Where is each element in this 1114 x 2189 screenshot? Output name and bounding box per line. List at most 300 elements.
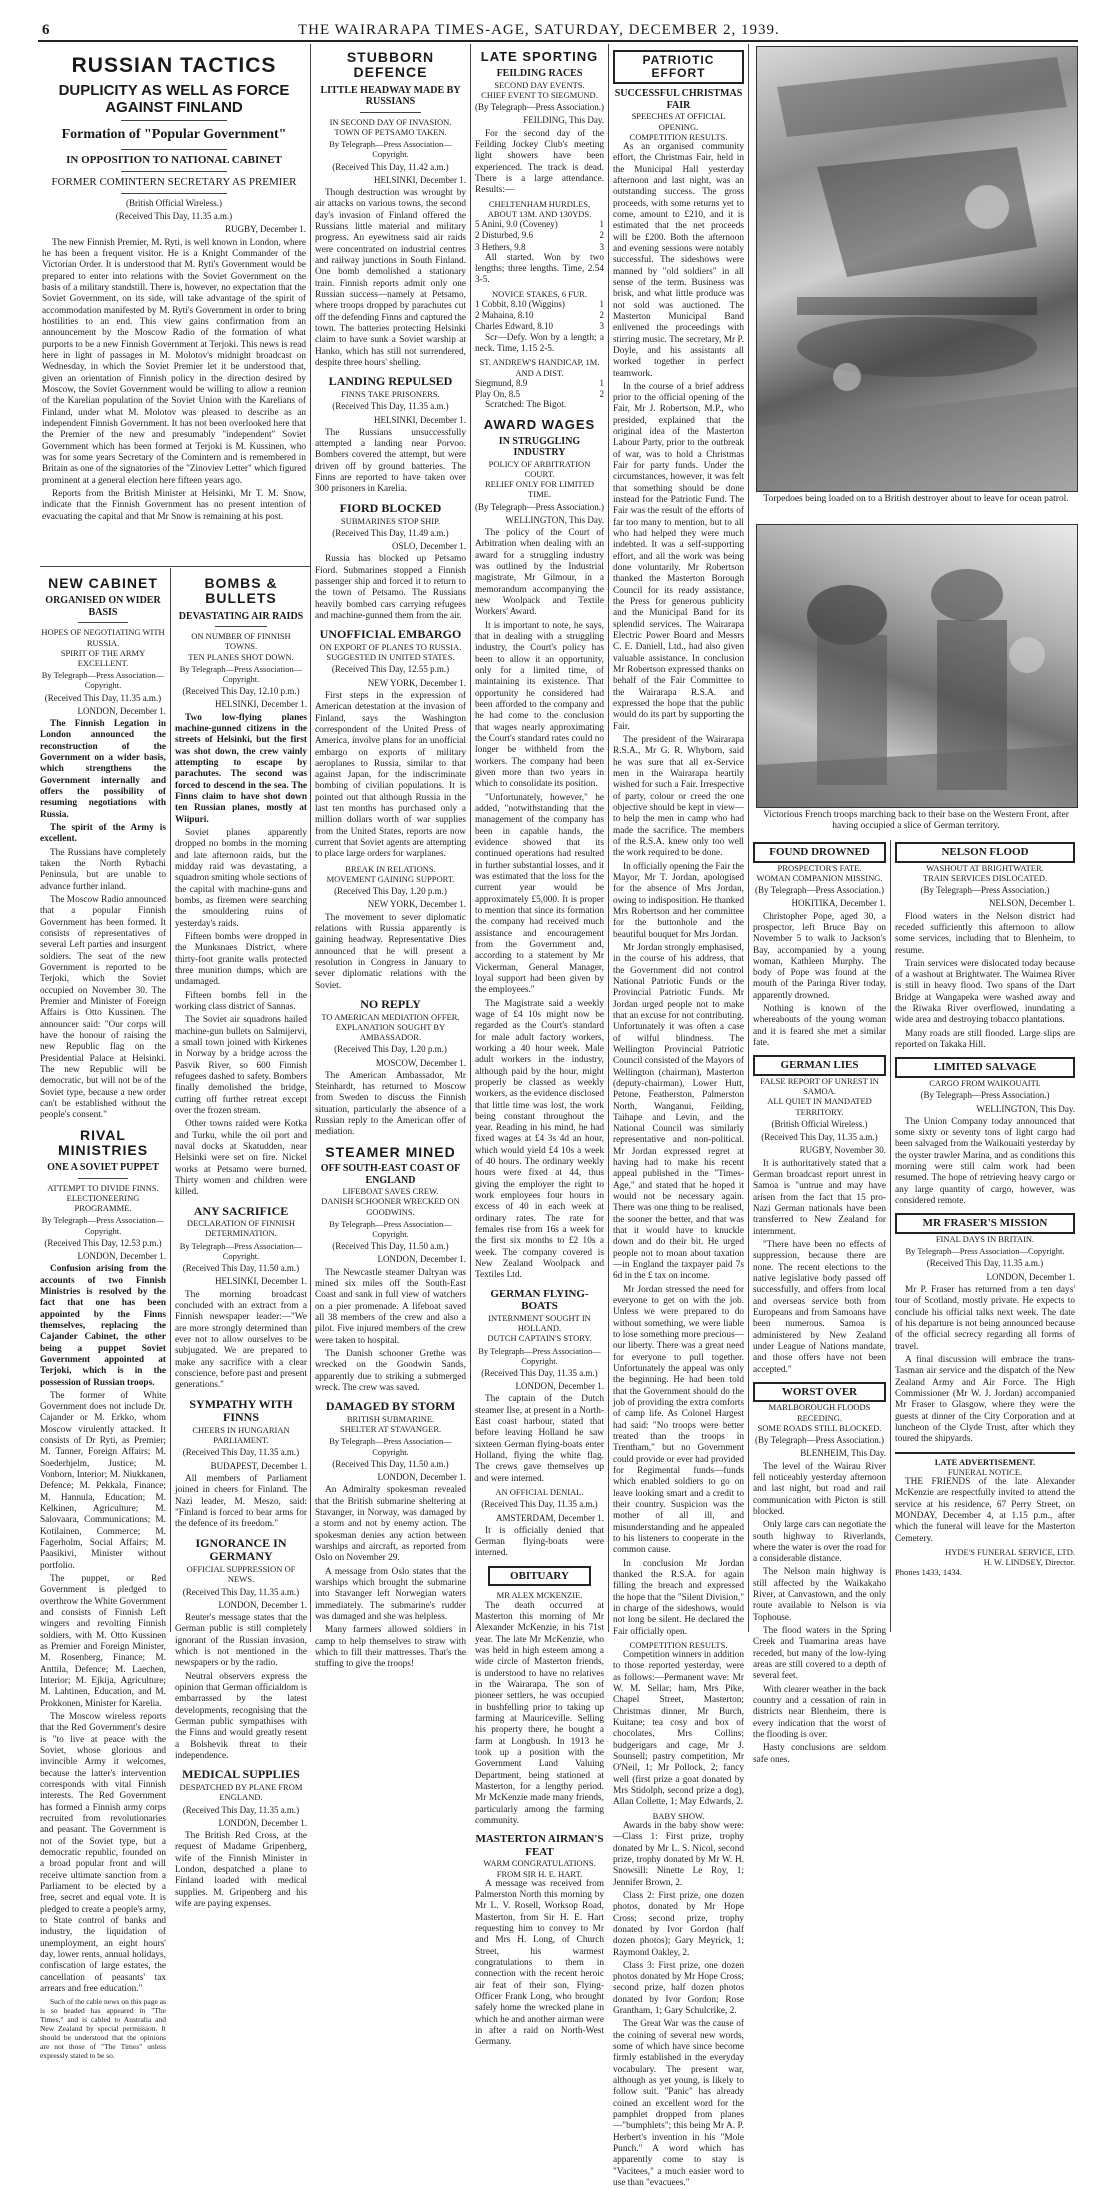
fiord-blocked-article	[315, 502, 466, 622]
received-line: (Received This Day, 11.35 a.m.)	[332, 401, 449, 412]
credit-line: By Telegraph—Press Association—Copyright.	[41, 1215, 165, 1236]
race-title: NOVICE STAKES, 6 FUR.	[492, 288, 587, 299]
subhead: IN STRUGGLING INDUSTRY	[498, 435, 581, 459]
placing: 2	[599, 230, 604, 241]
race-title: ST. ANDREW'S HANDICAP, 1M. AND A DIST.	[479, 357, 600, 378]
medical-supplies-article	[175, 1768, 307, 1910]
column-7	[895, 842, 1075, 1632]
advertisement-headline: LATE ADVERTISEMENT.	[934, 1456, 1036, 1467]
column-rule	[170, 568, 171, 1632]
dateline: MOSCOW, December 1.	[375, 1057, 466, 1068]
cable-note: Such of the cable news on this page as is so headed has appeared in "The Times," and is cabled to Australia and New Zealand by special permission. It should be understood that the opinions are not those of "The Times" unless expressly stated to be so.	[40, 1997, 166, 2061]
rival-ministries-headline: RIVAL MINISTRIES	[57, 1126, 149, 1158]
credit-line: By Telegraph—Press Association—Copyright.	[179, 663, 303, 685]
received-line: (Received This Day, 12.55 p.m.)	[331, 664, 450, 675]
result-row	[475, 310, 604, 321]
subhead: ON EXPORT OF PLANES TO RUSSIA.	[319, 641, 462, 652]
subhead: BRITISH SUBMARINE.	[346, 1414, 435, 1425]
credit-line: By Telegraph—Press Association—Copyright.	[329, 1436, 452, 1457]
page-number: 6	[42, 22, 50, 38]
late-sporting-article	[475, 50, 604, 412]
subhead: TRAIN SERVICES DISLOCATED.	[922, 872, 1048, 883]
paragraph: The puppet, or Red Government is pledged to overthrow the White Government and consists of Finnish Left wingers and revolting Finnish soldiers, with M. Otto Kussinen as Premier and Foreign Minister, M. Rosenberg, Finance; M. Anttila, Defence; M. Laechen, Interior; M. Ejkija, Agriculture; M. Lahtinen, Education, and M. Prokkonen, Minister for Karelia.	[40, 1574, 166, 1709]
masthead-title: THE WAIRARAPA TIMES-AGE, SATURDAY, DECEMBER 2, 1939.	[298, 22, 780, 38]
paragraph: Christopher Pope, aged 30, a prospector, left Bruce Bay on November 5 to walk to Jackson's Bay, accompanied by a young woman, Kathleen Murphy. The body of Pope was found at the mouth of the Paringa River today, apparently drowned.	[753, 911, 886, 1001]
paragraph: Scr—Defy. Won by a length; a neck. Time, 1.15 2-5.	[475, 332, 604, 355]
paragraph: A message from Oslo states that the warships which brought the submarine into Stavanger left Norwegian waters immediately. The submarine's rudder was damaged and she was helpless.	[315, 1566, 466, 1622]
result-row	[475, 242, 604, 253]
dateline: LONDON, December 1.	[515, 1381, 604, 1392]
subhead: FINNS TAKE PRISONERS.	[341, 389, 440, 400]
results-list	[475, 219, 604, 253]
received-line: (Received This Day, 11.35 a.m.)	[182, 1447, 300, 1458]
found-drowned-headline: FOUND DROWNED	[753, 842, 886, 863]
subhead: LITTLE HEADWAY MADE BY RUSSIANS	[320, 84, 461, 108]
received-line: (Received This Day, 11.35 a.m.)	[481, 1367, 598, 1378]
paragraph: The Newcastle steamer Dalryan was mined six miles off the South-East Coast and sank in full view of watchers on a pier promenade. A lifeboat saved all 38 members of the crew and also a pilot. Five injured members of the crew were taken to hospital.	[315, 1267, 466, 1346]
any-sacrifice-headline: ANY SACRIFICE	[193, 1203, 289, 1218]
column-6	[753, 842, 886, 1765]
airman-article	[475, 1833, 604, 2049]
dateline: HOKITIKA, December 1.	[791, 898, 886, 909]
paragraph: It is important to note, he says, that in dealing with a struggling industry, the Court's policy has been to allow it an opportunity, only for a limited time, of maintaining its existence. That opportunity he considered had been afforded to the company and he had come to the conclusion that wages nearly approximating the Court's standard rates could no longer be withheld from the workers. The company had been given more than two years in which to consolidate its position.	[475, 620, 604, 790]
paragraph: All members of Parliament joined in cheers for Finland. The Nazi leader, M. Meszo, said: "Finland is forced to bear arms for the defence of its freedom."	[175, 1473, 307, 1530]
paragraph: Fifteen bombs fell in the working class district of Sannas.	[175, 990, 307, 1012]
subhead: COMPETITION RESULTS.	[629, 1639, 728, 1650]
paragraph: The Soviet air squadrons hailed machine-gun bullets on Salmijervi, a small town joined with Kirkenes in Norway by a bridge across the Pasvik River, so 600 Finnish refugees dashed to safety. Bombers finally demolished the bridge, cutting off further retreat except over the frozen stream.	[175, 1015, 307, 1116]
masthead	[38, 22, 1078, 42]
found-drowned-article	[753, 842, 886, 1049]
advert-phones: Phones 1433, 1434.	[895, 1567, 963, 1578]
horse-name: Siegmund, 8.9	[475, 377, 528, 388]
subhead: WARM CONGRATULATIONS.	[483, 1858, 596, 1869]
paragraph: It is officially denied that German flying-boats were interned.	[475, 1525, 604, 1559]
subhead: ON NUMBER OF FINNISH TOWNS.	[191, 631, 291, 652]
subhead: TEN PLANES SHOT DOWN.	[188, 651, 294, 662]
damaged-headline: DAMAGED BY STORM	[325, 1399, 456, 1414]
dateline: HELSINKI, December 1.	[215, 1276, 307, 1287]
section-rule	[40, 566, 310, 567]
credit-line: (By Telegraph—Press Association.)	[755, 1435, 884, 1446]
received-line: (Received This Day, 11.50 a.m.)	[182, 1263, 300, 1274]
paragraph: With clearer weather in the back country and a cessation of rain in districts near Blenheim, there is every indication that the worst of the flooding is over.	[753, 1684, 886, 1741]
received-line: (Received This Day, 11.35 a.m.)	[182, 1586, 300, 1597]
subhead: ONE A SOVIET PUPPET	[47, 1162, 159, 1174]
limited-salvage-article	[895, 1057, 1075, 1207]
subhead: MARLBOROUGH FLOODS RECEDING.	[768, 1402, 871, 1423]
subhead: CARGO FROM WAIKOUAITI.	[929, 1078, 1041, 1089]
subhead: PROSPECTOR'S FATE.	[777, 862, 862, 873]
column-rule	[470, 44, 471, 1632]
subhead: SPIRIT OF THE ARMY EXCELLENT.	[60, 647, 146, 668]
subhead: FALSE REPORT OF UNREST IN SAMOA.	[760, 1076, 879, 1097]
subhead: SUGGESTED IN UNITED STATES.	[326, 652, 455, 663]
paragraph: Class 2: First prize, one dozen photos, donated by Mr Hope Cross; second prize, trophy donated by Ivor Gordon (half dozen photos); Gary Meyrick, 1; Raymond Oakley, 2.	[613, 1890, 744, 1958]
column-rule	[890, 840, 891, 1632]
subhead: SUCCESSFUL CHRISTMAS FAIR	[614, 88, 743, 111]
subhead: WOMAN COMPANION MISSING.	[756, 872, 883, 883]
subhead: BABY SHOW.	[652, 1810, 705, 1821]
dateline: FEILDING, This Day.	[523, 115, 604, 126]
photo-french-troops	[756, 524, 1078, 808]
placing: 2	[599, 388, 604, 399]
credit-line: (By Telegraph—Press Association.)	[475, 501, 604, 512]
paragraph: Class 3: First prize, one dozen photos donated by Mr Hope Cross; second prize, half dozen photos donated by Ivor Gordon; Rose Grantham, 1; Gary Schulcrike, 2.	[613, 1960, 744, 2017]
paragraph: Many roads are still flooded. Large slips are reported on Takaka Hill.	[895, 1028, 1075, 1051]
subhead: RELIEF ONLY FOR LIMITED TIME.	[484, 479, 595, 500]
landing-repulsed-headline: LANDING REPULSED	[328, 374, 453, 389]
subhead: FEILDING RACES	[496, 68, 583, 80]
paragraph: Mr Jordan strongly emphasised, in the course of his address, that the Government did not control National Patriotic Funds or the Provincial Patriotic Funds. Mr Jordan urged people not to make that an excuse for not contributing. Unfortunately it was often a case of wilful blindness. The Wellington Provincial Patriotic Council consisted of the Mayors of Wellington (chairman), Masterton (deputy-chairman), Lower Hutt, Petone, Featherston, Palmerston North, Wanganui, Feilding, Taihape and Levin, and the National Council was similarly representative and non-political. Mr Jordan expressed regret at having had to make his recent appeal published in the "Times-Age," and stated that he hoped it would not be necessary again. There was one thing to be realised, the sooner the better, and that was that it would have to knuckle down and do their bit. He urged people not to moan about taxation—in England the taxpayer paid 7s 6d in the £ tax on income.	[613, 942, 744, 1282]
received-line: (Received This Day, 11.35 a.m.)	[926, 1258, 1044, 1269]
paragraph: The British Red Cross, at the request of Madame Gripenberg, wife of the Finnish Minister in London, despatched a plane to Finland loaded with medical supplies. M. Gripenberg and his wife are paying expenses.	[175, 1831, 307, 1909]
subhead: ATTEMPT TO DIVIDE FINNS.	[47, 1182, 159, 1193]
subhead: DECLARATION OF FINNISH DETERMINATION.	[186, 1218, 296, 1239]
subhead: SOME ROADS STILL BLOCKED.	[757, 1422, 882, 1433]
comintern-subhead: FORMER COMINTERN SECRETARY AS PREMIER	[51, 175, 297, 188]
received-line: (Received This Day, 11.35 a.m.)	[761, 1132, 878, 1143]
horse-name: 2 Disturbed, 9.6	[475, 230, 533, 241]
dateline: LONDON, December 1.	[218, 1817, 307, 1828]
paragraph: The flood waters in the Spring Creek and Tuamarina areas have receded, but many of the low-lying areas are still covered to a depth of several feet.	[753, 1626, 886, 1682]
received-line: (Received This Day, 11.35 a.m.)	[481, 1499, 598, 1510]
paragraph: All started. Won by two lengths; three lengths. Time, 2.54 3-5.	[475, 252, 604, 286]
paragraph: The death occurred at Masterton this morning of Mr Alexander McKenzie, in his 71st year. The late Mr McKenzie, who was held in high esteem among a wide circle of Masterton friends, is understood to have no relatives in the Wairarapa. The son of pioneer settlers, he was occupied in bushfelling prior to taking up farming at Mauriceville. Selling his property there, he bought a farm at Longbush. In 1913 he took up a position with the Government Land Valuing Department, being stationed at Masterton, for a lengthy period. Mr McKenzie made many friends, particularly among the farming community.	[475, 1600, 604, 1826]
steamer-mined-headline: STEAMER MINED	[325, 1143, 456, 1160]
horse-name: 3 Hethers, 9.8	[475, 241, 526, 252]
subhead: DANISH SCHOONER WRECKED ON GOODWINS.	[321, 1196, 460, 1217]
paragraph: Fifteen bombs were dropped in the Munksnaes District, where thirty-foot granite walls protected three munition dumps, which are undamaged.	[175, 931, 307, 988]
column-rule	[310, 44, 311, 1632]
steamer-mined-article	[315, 1145, 466, 1394]
airman-headline: MASTERTON AIRMAN'S FEAT	[475, 1833, 604, 1858]
dateline: NEW YORK, December 1.	[367, 899, 466, 910]
column-1	[40, 572, 166, 2061]
subhead: IN SECOND DAY OF INVASION.	[329, 116, 452, 127]
dateline: RUGBY, November 30.	[799, 1145, 886, 1156]
bombs-bullets-article	[175, 576, 307, 1199]
received-line: (Received This Day, 11.35 a.m.)	[44, 692, 162, 703]
paragraph: Neutral observers express the opinion that German officialdom is embarrassed by the latest developments, recognising that the German public sympathises with the Finns and would greatly resent a Bolshevik threat to their independence.	[175, 1671, 307, 1762]
award-wages-article	[475, 418, 604, 1282]
column-5	[613, 48, 744, 2189]
subhead: INTERNMENT SOUGHT IN HOLLAND.	[488, 1313, 591, 1334]
dateline: RUGBY, December 1.	[225, 224, 306, 235]
photo-illustration	[757, 47, 1077, 491]
received-line: (Received This Day, 11.50 a.m.)	[332, 1241, 449, 1252]
paragraph: Nothing is known of the whereabouts of the young woman and it is feared she met a similar fate.	[753, 1004, 886, 1049]
award-wages-headline: AWARD WAGES	[483, 416, 596, 432]
obituary-headline: OBITUARY	[488, 1566, 590, 1587]
received-line: (Received This Day, 1.20 p.m.)	[334, 1044, 447, 1055]
paragraph: The Magistrate said a weekly wage of £4 10s might now be regarded as the Court's standard for male adult factory workers, working a 40 hour week. Male adult workers in the industry, although paid by the hour, might properly be classed as weekly workers, as the evidence disclosed that little time was lost, the work being constant throughout the year. Reading in his mind, he had fixed wages at £4 3s 4d an hour, which would yield £4 10s a week of 40 hours. The ordinary weekly hours were fixed at 44, thus giving the employer the right to work employees four hours in excess of 40 in each week at ordinary rates. The rate for females rise from 16s a week for the first six months to £2 10s a week. The company covered is New Zealand Woolpack and Textiles Ltd.	[475, 998, 604, 1281]
subhead: CHIEF EVENT TO SIEGMUND.	[481, 89, 598, 100]
subhead: OFFICIAL SUPPRESSION OF NEWS.	[186, 1564, 296, 1585]
paragraph: Train services were dislocated today because of a washout at Brightwater. The Waimea River is still in heavy flood. Two spans of the Dart Bridge at Wangapeka were washed away and the Riwaka River overflowed, inundating a wide area and destroying tobacco plantations.	[895, 958, 1075, 1026]
photo-french-troops-caption: Victorious French troops marching back to their base on the Western Front, after having occupied a slice of German territory.	[763, 810, 1069, 832]
german-flying-boats-article	[475, 1288, 604, 1560]
paragraph: Competition winners in addition to those reported yesterday, were as follows:—Permanent wave: Mr W. M. Sellar; ham, Mrs Pike, Chapel Street, Masterton; Christmas dinner, Mr Burch, Kuitane; tea cosy and box of chocolates, Mrs Collins; budgerigars and cage, Mr J. Sounsell; pastry competition, Mr O'Neil, 1; Mr Pollock, 2; fancy well (first prize a goat donated by Mrs Stidolph, second prize a dog), Allan Collette, 1; May Edwards, 2.	[613, 1650, 744, 1808]
limited-salvage-headline: LIMITED SALVAGE	[895, 1057, 1075, 1078]
no-reply-headline: NO REPLY	[360, 996, 421, 1011]
race-title: CHELTENHAM HURDLES, ABOUT 13M. AND 130YDS.	[487, 198, 592, 219]
paragraph: Soviet planes apparently dropped no bombs in the morning and late afternoon raids, but the midday raid was devastating, a squadron smiting whole sections of the capital with machine-guns and bombs, as firemen were searching the smouldering ruins of yesterday's raids.	[175, 828, 307, 929]
sympathy-headline: SYMPATHY WITH FINNS	[189, 1396, 293, 1425]
landing-repulsed-article	[315, 375, 466, 495]
dateline: LONDON, December 1.	[377, 1472, 466, 1483]
horse-name: 1 Cobbit, 8.10 (Wiggins)	[475, 298, 565, 309]
credit-line: By Telegraph—Press Association—Copyright.	[478, 1345, 601, 1366]
photo-illustration	[757, 525, 1077, 807]
paragraph: In the course of a brief address prior to the official opening of the Fair, Mr J. Robertson, M.P., who presided, explained that the original idea of the Masterton Labour Party, prior to the outbreak of war, was to hold a Christmas Fair for party funds. Under the circumstances, however, it was felt that something should be done instead for the Patriotic Fund. The Fair was the result of the efforts of far too many to mention, but to all who had helped they were much indebted. It was a self-supporting effort, and all the work was being done voluntarily. Mr Robertson thanked the Masterton Borough Council for its ready assistance, the Press for generous publicity and the Municipal Band for its splendid services. The Wairarapa Electric Power Board and Messrs C. E. Daniell, Ltd., had also given valuable assistance. In conclusion Mr Robertson expressed thanks on behalf of the Fair Committee to the Wairarapa R.S.A. and expressed the hope that the public would do its part by supporting the Fair.	[613, 381, 744, 732]
dateline: HELSINKI, December 1.	[215, 699, 307, 710]
fraser-mission-headline: MR FRASER'S MISSION	[895, 1213, 1075, 1234]
placing: 1	[599, 219, 604, 230]
dateline: BUDAPEST, December 1.	[210, 1460, 307, 1471]
placing: 2	[599, 310, 604, 321]
bombs-bullets-headline: BOMBS & BULLETS	[204, 575, 278, 607]
nelson-flood-article	[895, 842, 1075, 1051]
placing: 3	[599, 321, 604, 332]
paragraph: The policy of the Court of Arbitration when dealing with an award for a struggling industry was outlined by the Industrial magistrate, Mr Gilmour, in a memorandum accompanying the new Woolpack and Textile Workers' Award.	[475, 528, 604, 618]
horse-name: Play On, 8.5	[475, 388, 520, 399]
dateline: NELSON, December 1.	[989, 898, 1075, 909]
dateline: NEW YORK, December 1.	[367, 677, 466, 688]
credit-line: (British Official Wireless.)	[125, 197, 223, 208]
medical-supplies-headline: MEDICAL SUPPLIES	[182, 1767, 300, 1782]
subhead: WASHOUT AT BRIGHTWATER.	[926, 862, 1044, 873]
paragraph: Two low-flying planes machine-gunned citizens in the streets of Helsinki, but the first was shot down, the crew vainly attempting to escape by parachutes. The second was forced to descend in the sea. The Finns claim to have shot down ten Russian planes, mostly at Wiipuri.	[175, 712, 307, 825]
column-4	[475, 48, 604, 2048]
received-line: (Received This Day, 11.35 a.m.)	[182, 1804, 300, 1815]
subhead: SECOND DAY EVENTS.	[494, 79, 585, 90]
stubborn-defence-headline: STUBBORN DEFENCE	[346, 49, 435, 81]
paragraph: Scratched: The Bigot.	[485, 400, 567, 411]
paragraph: Other towns raided were Kotka and Turku, while the oil port and naval docks at Skatudden, near Helsinki were set on fire. Nickel works at Petsamo were burned. Thirty women and children were killed.	[175, 1119, 307, 1198]
dateline: LONDON, December 1.	[986, 1271, 1075, 1282]
credit-line: By Telegraph—Press Association—Copyright.	[905, 1246, 1065, 1257]
paragraph: Flood waters in the Nelson district had receded sufficiently this afternoon to allow some services, including that to Blenheim, to resume.	[895, 911, 1075, 956]
patriotic-effort-headline: PATRIOTIC EFFORT	[613, 50, 744, 84]
subhead: TOWN OF PETSAMO TAKEN.	[334, 126, 447, 137]
credit-line: (By Telegraph—Press Association.)	[755, 885, 884, 896]
paragraph: The president of the Wairarapa R.S.A., Mr G. R. Whyborn, said he was sure that all ex-Service men in the Wairarapa heartily wished for such a Fair. Irrespective of party, colour or creed the one objective should be kept in view—to help the men in camp who had made the sacrifice. The members of the R.S.A. knew only too well the work required to be done.	[613, 735, 744, 859]
dateline: LONDON, December 1.	[77, 705, 166, 716]
subhead: MOVEMENT GAINING SUPPORT.	[326, 873, 455, 884]
ignorance-headline: IGNORANCE IN GERMANY	[195, 1535, 287, 1564]
german-lies-article	[753, 1055, 886, 1375]
dateline: WELLINGTON, This Day.	[505, 514, 604, 525]
results-list	[475, 378, 604, 401]
subhead: AN OFFICIAL DENIAL.	[495, 1487, 584, 1498]
paragraph: The level of the Wairau River fell noticeably yesterday afternoon and last night, but road and rail communication with Picton is still blocked.	[753, 1461, 886, 1517]
paragraph: It is authoritatively stated that a German broadcast report unrest in Samoa is "untrue and may have arisen from the fact that 15 pro-Nazi German nationals have been transferred to New Zealand for internment.	[753, 1158, 886, 1237]
stubborn-defence-article	[315, 50, 466, 369]
russian-tactics-subhead: DUPLICITY AS WELL AS FORCE AGAINST FINLAND	[58, 82, 290, 116]
paragraph: Confusion arising from the accounts of two Finnish Ministries is resolved by the fact that one has been appointed by the Finns themselves, replacing the Cajander Cabinet, the other being a puppet Soviet Government appointed at Terjoki, which is in the possession of Russian troops.	[40, 1264, 166, 1388]
column-2	[175, 572, 307, 1909]
column-rule	[608, 44, 609, 1632]
subhead: LIFEBOAT SAVES CREW.	[342, 1186, 439, 1197]
dateline: LONDON, December 1.	[377, 1254, 466, 1265]
subhead: CHEERS IN HUNGARIAN PARLIAMENT.	[192, 1425, 290, 1446]
received-line: (Received This Day, 11.35 a.m.)	[115, 211, 233, 222]
paragraph: Reuter's message states that the German public is still completely ignorant of the Russian invasion, which is not mentioned in the newspapers or by the radio.	[175, 1613, 307, 1669]
embargo-headline: UNOFFICIAL EMBARGO	[319, 627, 462, 642]
paragraph: The spirit of the Army is excellent.	[40, 822, 166, 845]
dateline: HELSINKI, December 1.	[374, 174, 466, 185]
photo-torpedoes	[756, 46, 1078, 492]
sympathy-article	[175, 1398, 307, 1531]
credit-line: (By Telegraph—Press Association.)	[920, 885, 1050, 896]
credit-line: By Telegraph—Press Association—Copyright.	[179, 1240, 303, 1261]
subhead: COMPETITION RESULTS.	[629, 131, 728, 142]
russian-tactics-article	[42, 48, 306, 564]
paragraph: The former of White Government does not include Dr. Cajander or M. Erkko, whom Moscow virulently attacked. It consists of Dr Ryti, as Premier; M. Tanner, Foreign Affairs; M. Soederhjelm, Justice; M. Vonborn, Interior; M. Niukkanen, Defence; M. Pekkala, Finance; M. Hannula, Education; M. Kelkinen, Agriculture; M. Salovaara, Communications; M. Kotilainen, Commerce; M. Fagerholm, Social Affairs; M. Paasikivi, Minister without portfolio.	[40, 1390, 166, 1571]
result-row	[475, 219, 604, 230]
subhead: HOPES OF NEGOTIATING WITH RUSSIA.	[41, 627, 165, 648]
fiord-blocked-headline: FIORD BLOCKED	[339, 500, 442, 515]
paragraph: The Moscow Radio announced that a popular Finnish Government has been formed. It consists of representatives of several Left parties and insurgent soldiers. The seat of the new Government is reported to be Terjoki, which the Soviet occupied on November 30. The Premier and Minister of Foreign Affairs is Otto Kussinen. The announcer said: "Our corps will have the honour of raising the new Republic flag on the Presidential Palace at Helsinki. The new Republic will be democratic, but will not be of the Soviet type, because a new order can't be established without the people's consent."	[40, 894, 166, 1121]
credit-line: By Telegraph—Press Association—Copyright.	[329, 139, 452, 160]
advert-signature: HYDE'S FUNERAL SERVICE, LTD.	[945, 1546, 1075, 1557]
late-advertisement	[895, 1452, 1075, 1578]
flying-boats-headline: GERMAN FLYING-BOATS	[490, 1287, 589, 1313]
ignorance-article	[175, 1537, 307, 1763]
received-line: (Received This Day, 1.20 p.m.)	[334, 886, 447, 897]
dateline: BLENHEIM, This Day.	[800, 1448, 886, 1459]
paragraph: A final discussion will embrace the trans-Tasman air service and the dispatch of the New Zealand Army and Air Force. The High Commissioner (Mr W. J. Jordan) accompanied Mr Fraser to Glasgow, where they were the guests at dinner of the City Corporation and at luncheon of the Clyde Trust, after which they toured the shipyards.	[895, 1354, 1075, 1445]
paragraph: Awards in the baby show were:—Class 1: First prize, trophy donated by Mr L. S. Nicol, second prize, trophy donated by Mr W. H. Snowsill: Ninette Le Roy, 1; Jennifer Brown, 2.	[613, 1820, 744, 1888]
paragraph: An Admiralty spokesman revealed that the British submarine sheltering at Stavanger, in Norway, was damaged by a storm and not by enemy action. The spokesman denies any action between warships and aircraft, as reported from Oslo on November 29.	[315, 1485, 466, 1564]
dateline: LONDON, December 1.	[77, 1250, 166, 1261]
results-list	[475, 299, 604, 333]
subhead: SHELTER AT STAVANGER.	[339, 1424, 442, 1435]
paragraph: The Finnish Legation in London announced the reconstruction of the Government on a wider basis, which strengthens the Government internally and offers the possibility of resuming negotiations with Russia.	[40, 719, 166, 820]
dateline: AMSTERDAM, December 1.	[496, 1512, 604, 1523]
rival-ministries-article	[40, 1128, 166, 2061]
received-line: (Received This Day, 11.49 a.m.)	[332, 527, 449, 538]
patriotic-effort-article	[613, 50, 744, 2189]
received-line: (Received This Day, 11.50 a.m.)	[332, 1458, 449, 1469]
column-3	[315, 48, 466, 1670]
received-line: (Received This Day, 12.53 p.m.)	[44, 1237, 162, 1248]
paragraph: In conclusion Mr Jordan thanked the R.S.A. for again filling the breach and expressed the hope that the "Silent Division," in charge of the sideshows, would not long be silent. He declared the Fair officially open.	[613, 1558, 744, 1637]
column-rule	[748, 44, 749, 1632]
national-cabinet-subhead: IN OPPOSITION TO NATIONAL CABINET	[66, 154, 282, 167]
horse-name: 5 Anini, 9.0 (Coveney)	[475, 219, 558, 230]
paragraph: The movement to sever diplomatic relations with Russia apparently is gaining headway. Representative Dies announced that he will present a resolution in Congress in January to sever diplomatic relations with the Soviet.	[315, 912, 466, 991]
new-cabinet-article	[40, 576, 166, 1122]
paragraph: First steps in the expression of American detestation at the invasion of Finland, says the Washington correspondent of the United Press of America, involve plans for an unofficial embargo on exports of military aeroplanes to Russia, similar to that against Japan, for the indiscriminate bombing of civilian populations. It is pointed out that although Russia in the last ten months has purchased only a million dollars worth of war supplies from the United States, reports are now current that Soviet agents are attempting to place large orders for warplanes.	[315, 690, 466, 860]
photo-torpedoes-caption: Torpedoes being loaded on to a British destroyer about to leave for ocean patrol.	[763, 494, 1069, 504]
paragraph: Mr Jordan stressed the need for everyone to get on with the job. Unless we were prepared to do without something, we were liable to lose something more precious—our liberty. There was a great need for everyone to pull together. Unfortunately the appeal was only the beginning. He had been told that the Government should do the job of providing the extra comforts of camp life. As Colonel Hargest had said: "No troops were better treated than the troops in Trentham," but no Government could provide or ever had provided for Regimental funds—funds which enabled soldiers to go on leave looking smart and a credit to their country. Suspicion was the mother of all ill, and misunderstanding and he appealed to his listeners to cooperate in the common cause.	[613, 1284, 744, 1556]
placing: 1	[599, 377, 604, 388]
subhead: DESPATCHED BY PLANE FROM ENGLAND.	[179, 1782, 303, 1803]
nelson-flood-headline: NELSON FLOOD	[895, 842, 1075, 863]
paragraph: THE FRIENDS of the late Alexander McKenzie are respectfully invited to attend the service at his residence, 67 Perry Street, on MONDAY, December 4, at 1.15 p.m., after which the funeral will leave for the Masterton Cemetery.	[895, 1476, 1075, 1544]
subhead: POLICY OF ARBITRATION COURT.	[488, 458, 591, 480]
paragraph: Though destruction was wrought by air attacks on various towns, the second day's invasion of Finland offered the Russians little material and military progress. An eyewitness said air raids were concentrated on industrial centres and railway junctions in South Finland. One bomb demolished a stationary train. Finnish reports admit only one Russian success—namely at Petsamo, where troops dropped by parachutes cut off the defending Finns and captured the town. The batteries protecting Helsinki claim to have sunk a Soviet warship at Hanko, which has still not surrendered, despite three hours' shelling.	[315, 188, 466, 368]
paragraph: Mr P. Fraser has returned from a ten days' tour of Scotland, mostly private. He expects to conclude his official talks next week. The date of his departure is not being announced because of the official secrecy regarding all forms of travel.	[895, 1284, 1075, 1352]
paragraph: The morning broadcast concluded with an extract from a Finnish newspaper leader:—"We are more strongly determined than ever not to allow ourselves to be subjugated. We are prepared to make any sacrifice with a clear conscience, before past and present generations."	[175, 1289, 307, 1391]
subhead: BREAK IN RELATIONS.	[345, 863, 436, 874]
horse-name: Charles Edward, 8.10	[475, 321, 553, 332]
credit-line: By Telegraph—Press Association—Copyright.	[329, 1218, 452, 1239]
dateline: OSLO, December 1.	[392, 540, 466, 551]
result-row	[475, 299, 604, 310]
subhead: SUBMARINES STOP SHIP.	[341, 515, 440, 526]
subhead: DUTCH CAPTAIN'S STORY.	[487, 1333, 592, 1344]
subhead: FINAL DAYS IN BRITAIN.	[935, 1234, 1035, 1245]
paragraph: The Danish schooner Grethe was wrecked on the Goodwin Sands, apparently due to striking a submerged wreck. The crew was saved.	[315, 1348, 466, 1393]
credit-line: (By Telegraph—Press Association.)	[475, 102, 604, 113]
advert-signature: H. W. LINDSEY, Director.	[983, 1557, 1075, 1568]
dateline: WELLINGTON, This Day.	[976, 1103, 1075, 1114]
paragraph: In officially opening the Fair the Mayor, Mr T. Jordan, apologised for the absence of Mrs Jordan, owing to indisposition. He thanked Mrs Robertson and her committee for the buttonhole and the beautiful bouquet for Mrs Jordan.	[613, 861, 744, 940]
subhead: TO AMERICAN MEDIATION OFFER.	[321, 1011, 460, 1022]
paragraph: The captain of the Dutch steamer Ilse, at present in a North-East coast harbour, stated that before leaving Holland he saw sixteen German flying-boats enter Holland, flying the white flag. The crews gave themselves up and were interned.	[475, 1394, 604, 1484]
credit-line: (By Telegraph—Press Association.)	[920, 1090, 1050, 1101]
paragraph: The new Finnish Premier, M. Ryti, is well known in London, where he has been a frequent visitor. He is a Knight Commander of the Victorian Order. It is understood that M. Ryti's Government would be prepared to enter into relations with the Soviet Government on the basis of a military standstill. There is, however, no expectation that the Soviet Government, on its side, will take advantage of the spirit of accommodation manifested by M. Ryti's Government in order to bring hostilities to an end. This view gains confirmation from an announcement by the Moscow Radio of the formation of what purports to be a new Finnish Government at Terjoki. This news is read here in light of passages in M. Molotov's midnight broadcast on Wednesday, in which the Soviet Premier let it be understood that, given an orientation of Finnish policy in the direction desired by Moscow, the Soviet Government would be willing to allow a reunion of the Karelian population of the Soviet Union with the Karelians of Finland, under what M. Molotov was pleased to describe as an independent Finnish Government. It has not been overlooked here that the Premier of the new and presumably "independent" Soviet Government which has been formed at Terjoki is M. Kussinen, who was for some years Secretary of the Comintern and is remembered in Britain as one of the signatories of the "Zinoviev Letter" which figured prominent at a general election here fifteen years ago.	[42, 237, 306, 486]
damaged-by-storm-article	[315, 1400, 466, 1670]
paragraph: Many farmers allowed soldiers in camp to help themselves to straw with which to fill their mattresses. That's the stuffing to give the troops!	[315, 1625, 466, 1670]
subhead: MR ALEX MCKENZIE.	[496, 1590, 583, 1601]
late-sporting-headline: LATE SPORTING	[480, 49, 599, 64]
paragraph: For the second day of the Feilding Jockey Club's meeting light showers have been experienced. The track is dead. There is a large attendance. Results:—	[475, 128, 604, 196]
dateline: HELSINKI, December 1.	[374, 414, 466, 425]
subhead: EXPLANATION SOUGHT BY AMBASSADOR.	[335, 1021, 446, 1043]
horse-name: 2 Mahaina, 8.10	[475, 310, 534, 321]
subhead: OFF SOUTH-EAST COAST OF ENGLAND	[320, 1163, 461, 1186]
subhead: DEVASTATING AIR RAIDS	[178, 610, 304, 622]
subhead: ELECTIONEERING PROGRAMME.	[66, 1192, 140, 1214]
subhead: FUNERAL NOTICE.	[947, 1466, 1023, 1477]
paragraph: Hasty conclusions are seldom safe ones.	[753, 1743, 886, 1765]
paragraph: The Nelson main highway is still affected by the Waikakaho River, at Canvastown, and the only route available to Nelson is via Tophouse.	[753, 1567, 886, 1623]
paragraph: The Russians unsuccessfully attempted a landing near Porvoo. Bombers covered the attempt, but were driven off by ground batteries. The Finns are reported to have taken over 300 prisoners in Karelia.	[315, 427, 466, 495]
subhead: ORGANISED ON WIDER BASIS	[45, 595, 161, 618]
subhead: FROM SIR H. E. HART.	[496, 1868, 583, 1879]
dateline: LONDON, December 1.	[218, 1599, 307, 1610]
russian-tactics-headline: RUSSIAN TACTICS	[71, 54, 277, 77]
paragraph: The American Ambassador, Mr Steinhardt, has returned to Moscow from Sweden to discuss the Finnish situation, particularly the absence of a Russian reply to the American offer of mediation.	[315, 1070, 466, 1138]
obituary-article	[475, 1566, 604, 1827]
result-row	[475, 321, 604, 332]
new-cabinet-headline: NEW CABINET	[48, 575, 158, 591]
no-reply-article	[315, 998, 466, 1139]
result-row	[475, 378, 604, 389]
received-line: (Received This Day, 12.10 p.m.)	[182, 686, 300, 697]
paragraph: A message was received from Palmerston North this morning by Mr L. V. Rosell, Worksop Road, Masterton, from Sir H. E. Hart requesting him to convey to Mr and Mrs H. Long, of Church Street, his warmest congratulations to them in connection with the recent heroic air feat of their son, Flying-Officer Frank Long, who brought safely home the wrecked plane in which he and another airman were in after a raid on North-West Germany.	[475, 1878, 604, 2048]
paragraph: Russia has blocked up Petsamo Fiord. Submarines stopped a Finnish passenger ship and forced it to return to the town of Petsamo. The Russians heavily bombed cars carrying refugees and machine-gunned them from the air.	[315, 554, 466, 621]
paragraph: Reports from the British Minister at Helsinki, Mr T. M. Snow, indicate that the Finnish Government has no present intention of evacuating the capital and that Mr Snow is remaining at his post.	[42, 488, 306, 522]
placing: 1	[599, 298, 604, 309]
paragraph: The Great War was the cause of the coining of several new words, some of which have since become firmly established in the everyday vocabulary. The present war, although as yet young, is likely to follow suit. "Panic" has already coined an excellent word for the pamphlet dropped from planes—"bumphlets"; this being Mr A. P. Herbert's invention in his "Mole Punch." A word which has apparently come to stay is "Vacitees," a much easier word to use than "evacuees."	[613, 2019, 744, 2189]
worst-over-headline: WORST OVER	[753, 1382, 886, 1403]
paragraph: "Unfortunately, however," he added, "notwithstanding that the management of the company has been in capable hands, the evidence showed that its continued operations had resulted in further substantial losses, and it was estimated that the loss for the current year would be approximately £5,000. It is proper to mention that since its formation the company had received much assistance and encouragement from the Government and, according to a statement by Mr Vickerman, General Manager, loyal support had been given by the employees."	[475, 792, 604, 996]
any-sacrifice-article	[175, 1205, 307, 1392]
popular-government-subhead: Formation of "Popular Government"	[61, 127, 287, 143]
paragraph: The Union Company today announced that some sixty or seventy tons of light cargo had been salvaged from the Waikouaiti yesterday by the oyster trawler Marina, and as conditions this morning were still calm work had been resumed. The hope of retrieving heavy cargo or any large quantity of cargo, however, was considered remote.	[895, 1116, 1075, 1207]
fraser-mission-article	[895, 1213, 1075, 1445]
subhead: ALL QUIET IN MANDATED TERRITORY.	[767, 1096, 872, 1117]
subhead: SPEECHES AT OFFICIAL OPENING.	[631, 111, 726, 132]
paragraph: The Russians have completely taken the North Rybachi Peninsula, but are unable to advance further inland.	[40, 847, 166, 892]
paragraph: Only large cars can negotiate the south highway to Riverlands, where the water is over the road for a considerable distance.	[753, 1520, 886, 1565]
credit-line: By Telegraph—Press Association—Copyright.	[41, 670, 165, 691]
embargo-article	[315, 628, 466, 992]
